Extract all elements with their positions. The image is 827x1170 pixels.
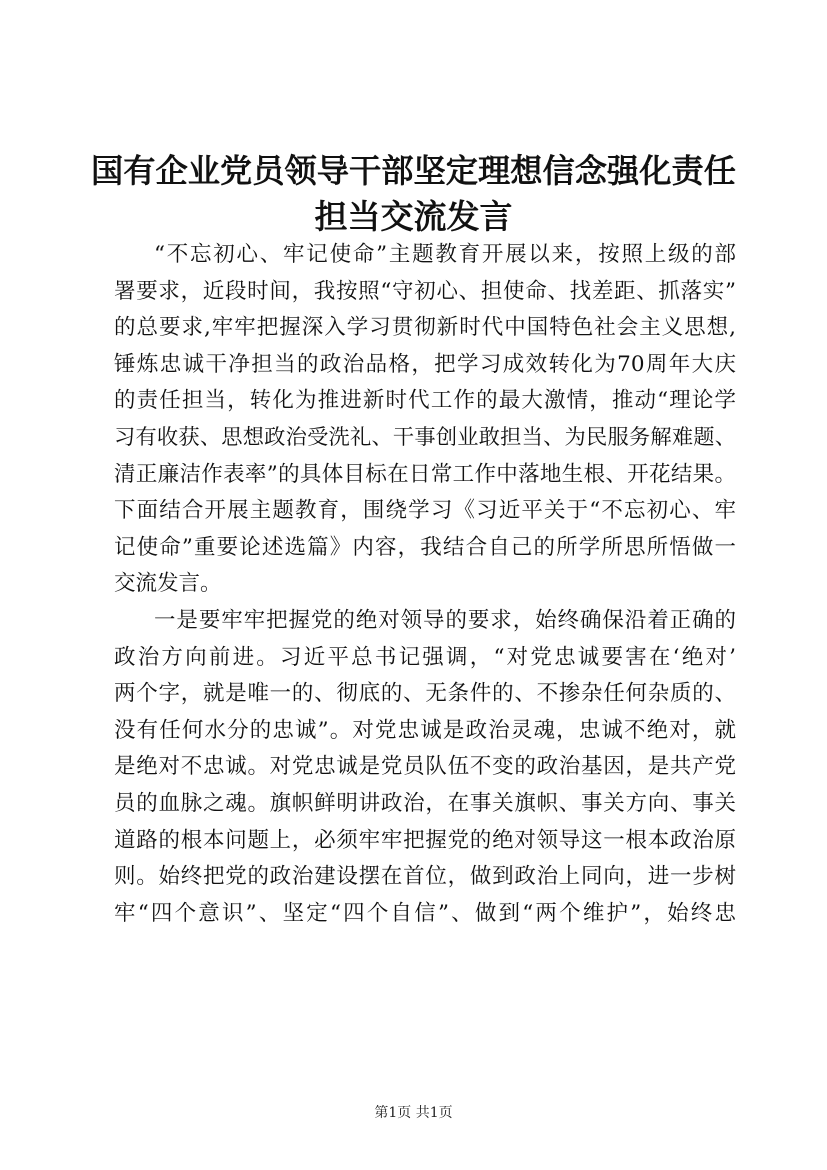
paragraph-line: 道路的根本问题上，必须牢牢把握党的绝对领导这一根本政治原 bbox=[114, 827, 736, 853]
paragraph-2 bbox=[114, 603, 736, 932]
paragraph-1 bbox=[114, 237, 736, 603]
paragraph-line: 是绝对不忠诚。对党忠诚是党员队伍不变的政治基因，是共产党 bbox=[114, 754, 736, 780]
paragraph-line: “不忘初心、牢记使命”主题教育开展以来，按照上级的部 bbox=[154, 242, 736, 267]
paragraph-line: 清正廉洁作表率”的具体目标在日常工作中落地生根、开花结果。 bbox=[114, 461, 736, 487]
document-body bbox=[114, 237, 736, 932]
paragraph-line: 两个字，就是唯一的、彻底的、无条件的、不掺杂任何杂质的、 bbox=[114, 681, 736, 707]
paragraph-line: 员的血脉之魂。旗帜鲜明讲政治，在事关旗帜、事关方向、事关 bbox=[114, 790, 736, 816]
paragraph-line: 一是要牢牢把握党的绝对领导的要求，始终确保沿着正确的 bbox=[154, 607, 736, 633]
title-line-2: 担当交流发言 bbox=[314, 197, 513, 236]
paragraph-line: 习有收获、思想政治受洗礼、干事创业敢担当、为民服务解难题、 bbox=[114, 424, 736, 450]
title-line-1: 国有企业党员领导干部坚定理想信念强化责任 bbox=[91, 152, 736, 190]
paragraph-line: 记使命”重要论述选篇》内容，我结合自己的所学所思所悟做一 bbox=[114, 534, 736, 560]
paragraph-line: 没有任何水分的忠诚”。对党忠诚是政治灵魂，忠诚不绝对，就 bbox=[114, 717, 736, 743]
paragraph-line: 的总要求,牢牢把握深入学习贯彻新时代中国特色社会主义思想, bbox=[114, 315, 736, 341]
page-footer: 第1页 共1页 bbox=[374, 1105, 453, 1121]
paragraph-line: 牢“四个意识”、坚定“四个自信”、做到“两个维护”，始终忠 bbox=[114, 900, 736, 926]
paragraph-line: 的责任担当，转化为推进新时代工作的最大激情，推动“理论学 bbox=[114, 388, 736, 414]
paragraph-line: 政治方向前进。习近平总书记强调，“对党忠诚要害在‘绝对’ bbox=[114, 644, 736, 670]
document-title bbox=[90, 148, 737, 240]
paragraph-line: 交流发言。 bbox=[114, 571, 222, 597]
paragraph-line: 锤炼忠诚干净担当的政治品格，把学习成效转化为70周年大庆 bbox=[114, 351, 736, 377]
paragraph-line: 署要求，近段时间，我按照“守初心、担使命、找差距、抓落实” bbox=[114, 278, 736, 304]
paragraph-line: 则。始终把党的政治建设摆在首位，做到政治上同向，进一步树 bbox=[114, 864, 736, 890]
paragraph-line: 下面结合开展主题教育，围绕学习《习近平关于“不忘初心、牢 bbox=[114, 498, 736, 524]
